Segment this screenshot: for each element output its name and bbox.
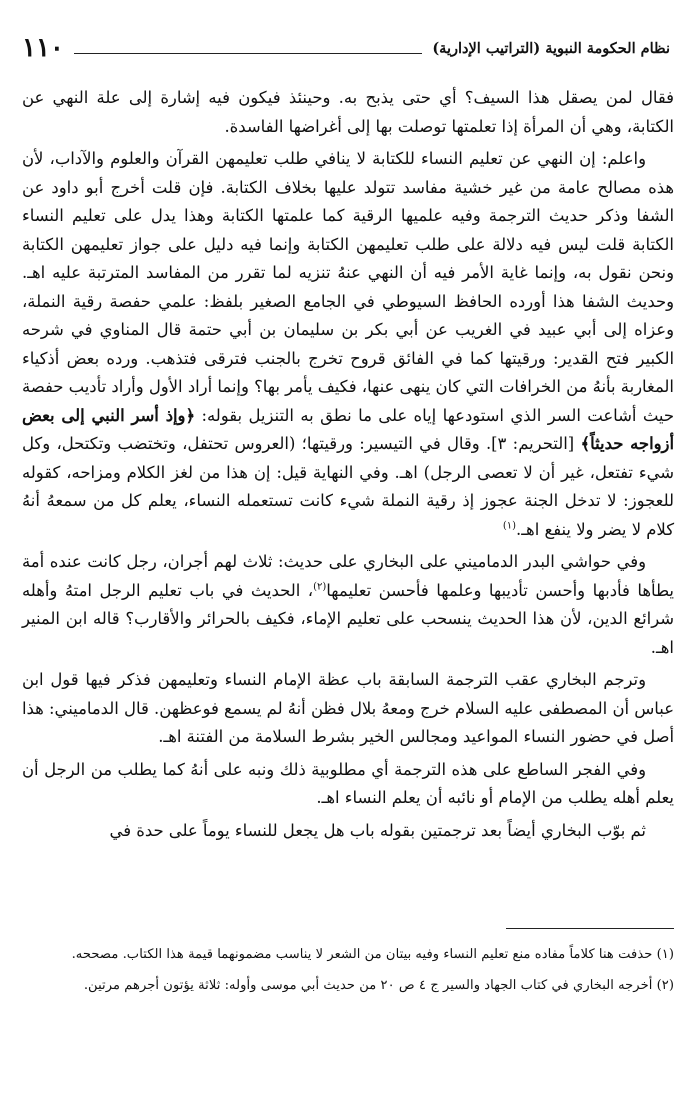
paragraph-6: ثم بوّب البخاري أيضاً بعد ترجمتين بقوله باب هل يجعل للنساء يوماً على حدة في (109, 820, 646, 840)
verse-reference: [التحريم: ٣]. (485, 434, 575, 453)
paragraph-3-text-b: ، الحديث في باب تعليم الرجل امتهُ وأهله شرائع الدين، لأن هذا الحديث ينسحب على تعليم الإماء، فكيف بالحرائر والأقارب؟ قاله ابن المنير اهـ. (22, 580, 674, 657)
main-text (22, 84, 674, 849)
footnote-1: (١) حذفت هنا كلاماً مفاده منع تعليم النساء وفيه بيتان من الشعر لا يناسب مضمونهما قيمة هذا الكتاب. مصححه. (71, 947, 674, 962)
paragraph-2-text-a: واعلم: إن النهي عن تعليم النساء للكتابة لا ينافي طلب تعليمهن القرآن والعلوم والآداب، لأن هذه مصالح عامة من غير خشية مفاسد تتولد عليها بخلاف الكتابة. فإن قلت أخرج أبو داود عن الشفا وذكر حديث الترجمة وفيه علميها الرقية كما علمتها الكتابة وهذا يدل على تعليم النساء الكتابة قلت ليس فيه دلالة على طلب تعليمهن الكتابة وإنما فيه دليل على جواز تعليمهن الكتابة ونحن نقول به، وإنما غاية الأمر فيه أن النهي عنهُ تنزيه لما تقرر من المفاسد المترتبة عليه اهـ. وحديث الشفا هذا أورده الحافظ السيوطي في الجامع الصغير بلفظ: علمي حفصة رقية النملة، وعزاه إلى أبي عبيد في الغريب عن أبي بكر بن سليمان بن أبي حتمة قال المناوي في شرحه الكبير فتح القدير: ورقيتها كما في الفائق قروح تخرج بالجنب فترقى فتذهب. ورده بعض أذكياء المغاربة بأنهُ من الخرافات التي كان ينهى عنها، فكيف يأمر بها؟ وإنما أراد الأول وأراد تأديب حفصة حيث أشاعت السر الذي استودعها إياه على ما نطق به التنزيل بقوله: (22, 149, 674, 425)
footnote-mark-2: (٢) (313, 581, 327, 593)
paragraph-4: وترجم البخاري عقب الترجمة السابقة باب عظة الإمام النساء وتعليمهن فذكر فيها قول ابن عباس أن المصطفى عليه السلام خرج ومعهُ بلال فظن أنهُ لم يسمع فوعظهن. قال الدماميني: هذا أصل في حضور النساء المواعيد ومجالس الخير بشرط السلامة من الفتنة اهـ. (22, 670, 674, 746)
quran-verse: ﴿وإذ أسر النبي إلى بعض أزواجه حديثاً﴾ (22, 405, 675, 453)
footnote-2: (٢) أخرجه البخاري في كتاب الجهاد والسير ج ٤ ص ٢٠ من حديث أبي موسى وأوله: ثلاثة يؤتون أجرهم مرتين. (83, 978, 674, 993)
paragraph-2-text-b: وقال في التيسير: ورقيتها؛ (العروس تحتفل، وتختضب وتكتحل، وكل شيء تفتعل، غير أن لا تعصى الرجل) اهـ. وفي النهاية قيل: إن هذا من لغز الكلام ومزاحه، كقوله للعجوز: لا تدخل الجنة عجوز إذ رقية النملة شيء كانت تستعمله النساء، يعلم كل من سمعهُ أنهُ كلام لا يضر ولا ينفع اهـ. (22, 434, 674, 539)
paragraph-5: وفي الفجر الساطع على هذه الترجمة أي مطلوبية ذلك ونبه على أنهُ كما يطلب من الرجل أن يعلم أهله يطلب من الإمام أو نائبه أن يعلم النساء اهـ. (22, 759, 674, 807)
paragraph-3 (22, 548, 674, 662)
header-rule (74, 53, 422, 54)
footnote-mark-1: (١) (502, 520, 517, 532)
running-title: نظام الحكومة النبوية (التراتيب الإدارية) (432, 39, 670, 57)
footnotes (22, 928, 674, 1005)
paragraph-3-text-a: وفي حواشي البدر الدماميني على البخاري على حديث: ثلاث لهم أجران، رجل كانت عنده أمة يطأها فأدبها وأحسن تأديبها وعلمها فأحسن تعليمها (22, 552, 674, 600)
footnote-rule (506, 928, 674, 929)
paragraph-2 (22, 145, 674, 544)
page-number: ١١٠ (22, 33, 64, 63)
page-header (22, 30, 670, 66)
paragraph-1: فقال لمن يصقل هذا السيف؟ أي حتى يذبح به. وحينئذ فيكون فيه إشارة إلى علة النهي عن الكتابة، وهي أن المرأة إذا تعلمتها توصلت بها إلى أغراضها الفاسدة. (22, 88, 674, 136)
